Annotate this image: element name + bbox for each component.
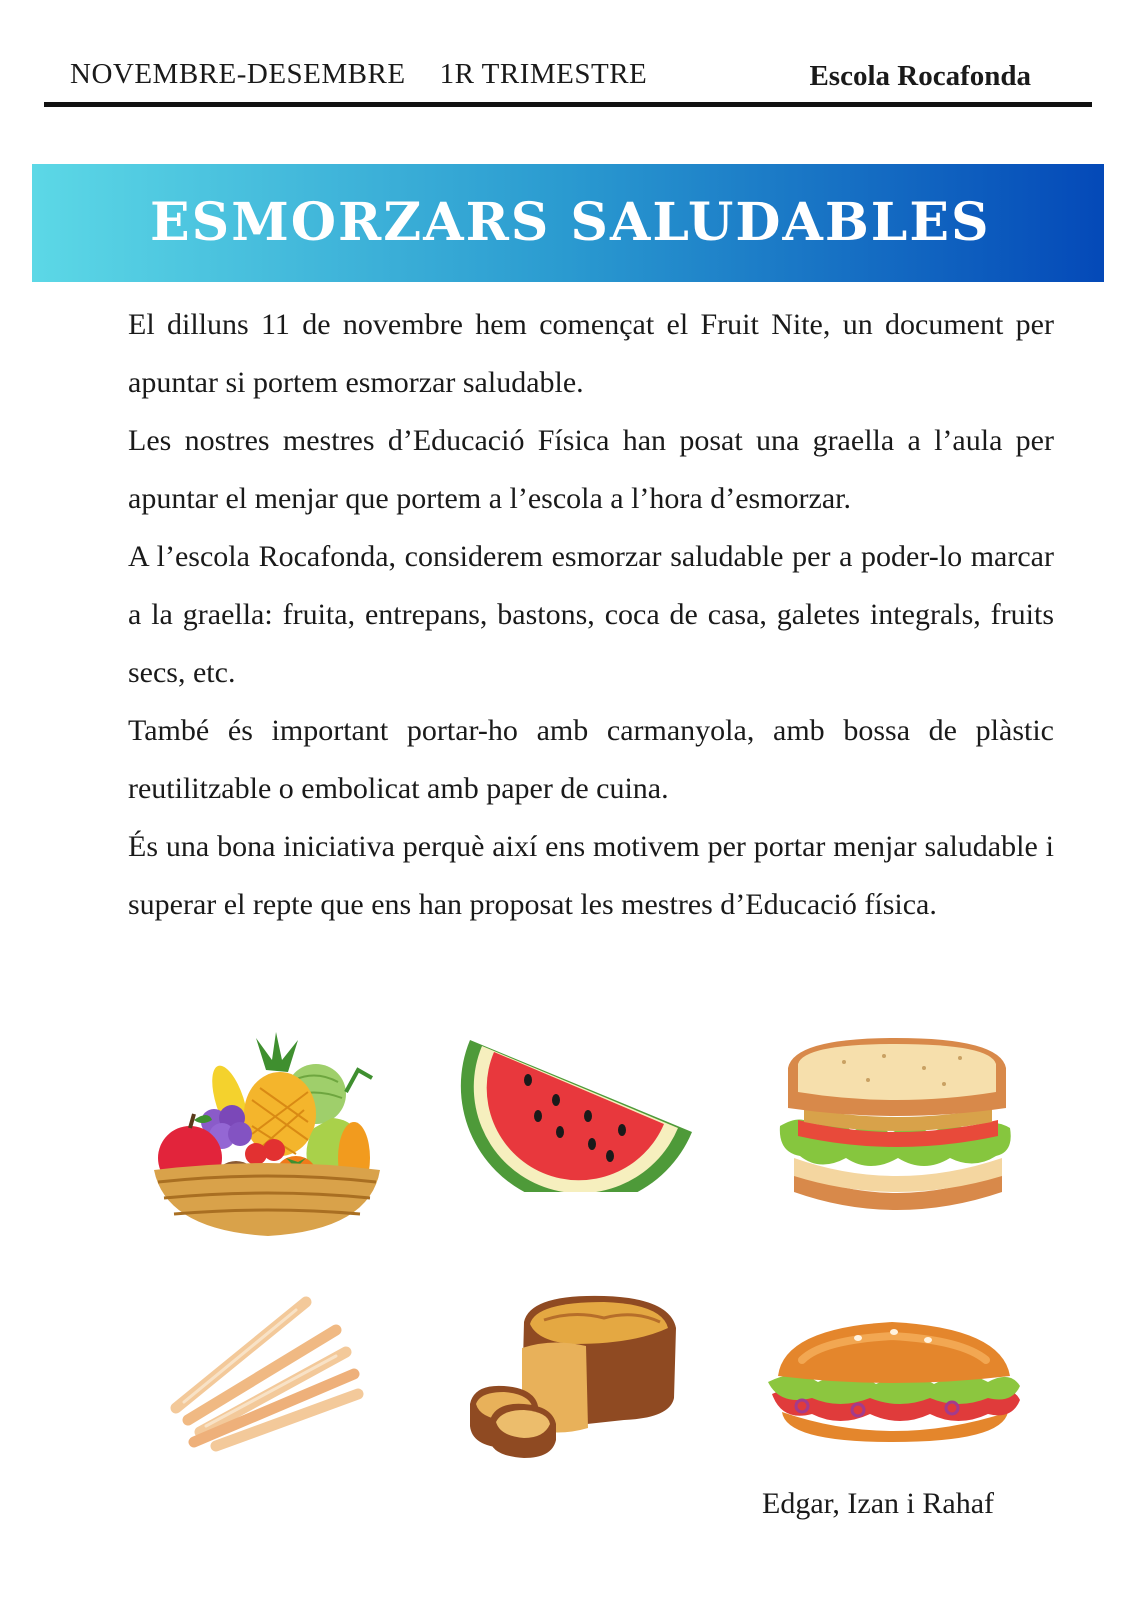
watermelon-icon — [460, 1032, 700, 1192]
header-school: Escola Rocafonda — [809, 60, 1031, 92]
fruit-basket-icon — [148, 1030, 388, 1242]
article-body — [128, 296, 1054, 934]
header-period: NOVEMBRE-DESEMBRE — [70, 58, 406, 90]
authors: Edgar, Izan i Rahaf — [762, 1487, 995, 1520]
title-banner — [32, 164, 1104, 282]
paragraph: El dilluns 11 de novembre hem començat el Fruit Nite, un document per apuntar si portem esmorzar saludable. — [128, 308, 1054, 399]
header-divider — [44, 102, 1092, 107]
breadsticks-icon — [166, 1290, 366, 1454]
page-title: ESMORZARS SALUDABLES — [150, 192, 991, 253]
baguette-sandwich-icon — [762, 1310, 1024, 1444]
paragraph: És una bona iniciativa perquè així ens motivem per portar menjar saludable i superar el repte que ens han proposat les mestres d’Educació física. — [128, 830, 1054, 921]
paragraph: A l’escola Rocafonda, considerem esmorzar saludable per a poder-lo marcar a la graella: fruita, entrepans, bastons, coca de casa, galetes integrals, fruits secs, etc. — [128, 540, 1054, 689]
header-left — [70, 58, 647, 91]
header-term: 1R TRIMESTRE — [439, 58, 648, 90]
paragraph: Les nostres mestres d’Educació Física han posat una graella a l’aula per apuntar el menjar que portem a l’escola a l’hora d’esmorzar. — [128, 424, 1054, 515]
paragraph: També és important portar-ho amb carmanyola, amb bossa de plàstic reutilitzable o embolicat amb paper de cuina. — [128, 714, 1054, 805]
sandwich-icon — [774, 1028, 1018, 1214]
bread-loaf-icon — [464, 1288, 684, 1458]
